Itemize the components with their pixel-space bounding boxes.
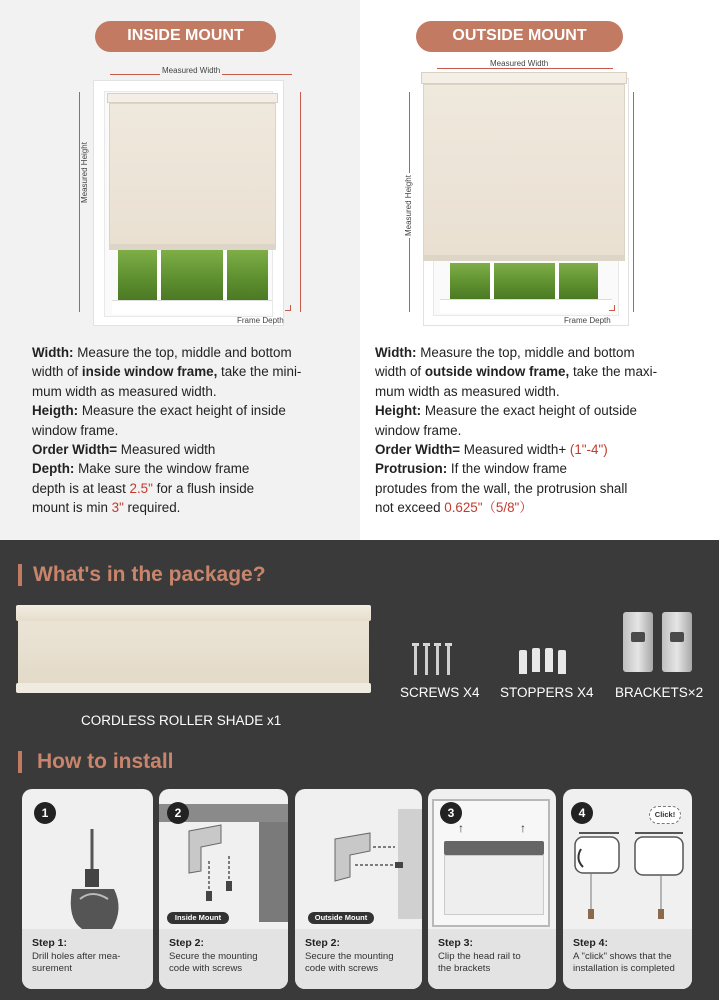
window-glass [118, 250, 268, 300]
roller-shade [423, 84, 625, 256]
step-number: 4 [571, 802, 593, 824]
shade-label: CORDLESS ROLLER SHADE x1 [81, 713, 282, 728]
shade-headrail [107, 93, 278, 103]
roller-shade-cassette [16, 605, 371, 621]
inside-mount-instructions: Width: Measure the top, middle and bottom width of inside window frame, take the mini- mum width as measured width. Heigth: Measure the exact height of inside window frame. Order Width= Measured width Depth: Make sure the window frame depth is at least 2.5" for a flush inside mount is min 3" required. [32, 345, 302, 516]
shade-headrail [421, 72, 627, 84]
width-term: Width: [375, 345, 417, 360]
protrusion-term: Protrusion: [375, 461, 448, 477]
install-title: How to install [37, 750, 174, 773]
order-width-term: Order Width= [32, 442, 118, 458]
depth-term: Depth: [32, 461, 75, 477]
frame-depth-label: Frame Depth [237, 316, 284, 325]
roller-shade-fabric [18, 621, 369, 683]
outside-mount-instructions: Width: Measure the top, middle and bottom width of outside window frame, take the maxi- mum width as measured width. Height: Measure the exact height of outside window frame. Order Width= Measured width+ (1"-4") Protrusion: If the window frame protudes from the wall, the protrusion shall not exceed 0.625"（5/8"） [375, 345, 658, 516]
click-bubble: Click! [649, 806, 681, 824]
order-width-term: Order Width= [375, 442, 461, 458]
inside-mount-tag: Inside Mount [167, 912, 229, 924]
roller-shade-bottom-rail [16, 683, 371, 693]
step-number: 1 [34, 802, 56, 824]
step-card-4: 4 Click! Step 4: A "click" shows that the installation is completed [563, 789, 692, 989]
roller-shade [109, 103, 276, 248]
bracket-icon [181, 821, 251, 901]
arrow-up-icon: ↑ [520, 821, 526, 835]
head-rail [444, 841, 544, 855]
step-card-2-outside: Outside Mount Step 2: Secure the mounting code with screws [295, 789, 422, 989]
step-card-1: 1 Step 1: Drill holes after mea- surement [22, 789, 153, 989]
frame-depth-label: Frame Depth [564, 316, 611, 325]
window-glass [450, 263, 598, 299]
bracket-clip-icon [571, 829, 689, 929]
step-card-2-inside: 2 Inside Mount Step 2: Secure the mounting code with screws [159, 789, 288, 989]
step-number: 2 [167, 802, 189, 824]
outside-mount-title: OUTSIDE MOUNT [416, 21, 623, 52]
height-term: Height: [375, 403, 422, 419]
measured-width-label: Measured Width [162, 66, 221, 75]
arrow-up-icon: ↑ [458, 821, 464, 835]
measured-height-label: Measured Height [80, 142, 89, 203]
drill-icon [52, 829, 132, 929]
measured-width-label: Measured Width [490, 59, 549, 68]
step-number: 3 [440, 802, 462, 824]
bracket-icon [315, 829, 405, 899]
package-title: What's in the package? [33, 563, 266, 586]
brackets-label: BRACKETS×2 [615, 685, 704, 700]
section-bar [18, 751, 22, 773]
width-term: Width: [32, 345, 74, 360]
measured-height-label: Measured Height [404, 175, 413, 236]
stoppers-label: STOPPERS X4 [500, 685, 594, 700]
step-card-3: 3 ↑ ↑ Step 3: Clip the head rail to the brackets [428, 789, 556, 989]
height-term: Heigth: [32, 403, 79, 419]
screws-label: SCREWS X4 [400, 685, 480, 700]
outside-mount-tag: Outside Mount [308, 912, 374, 924]
inside-mount-title: INSIDE MOUNT [95, 21, 276, 52]
section-bar [18, 564, 22, 586]
